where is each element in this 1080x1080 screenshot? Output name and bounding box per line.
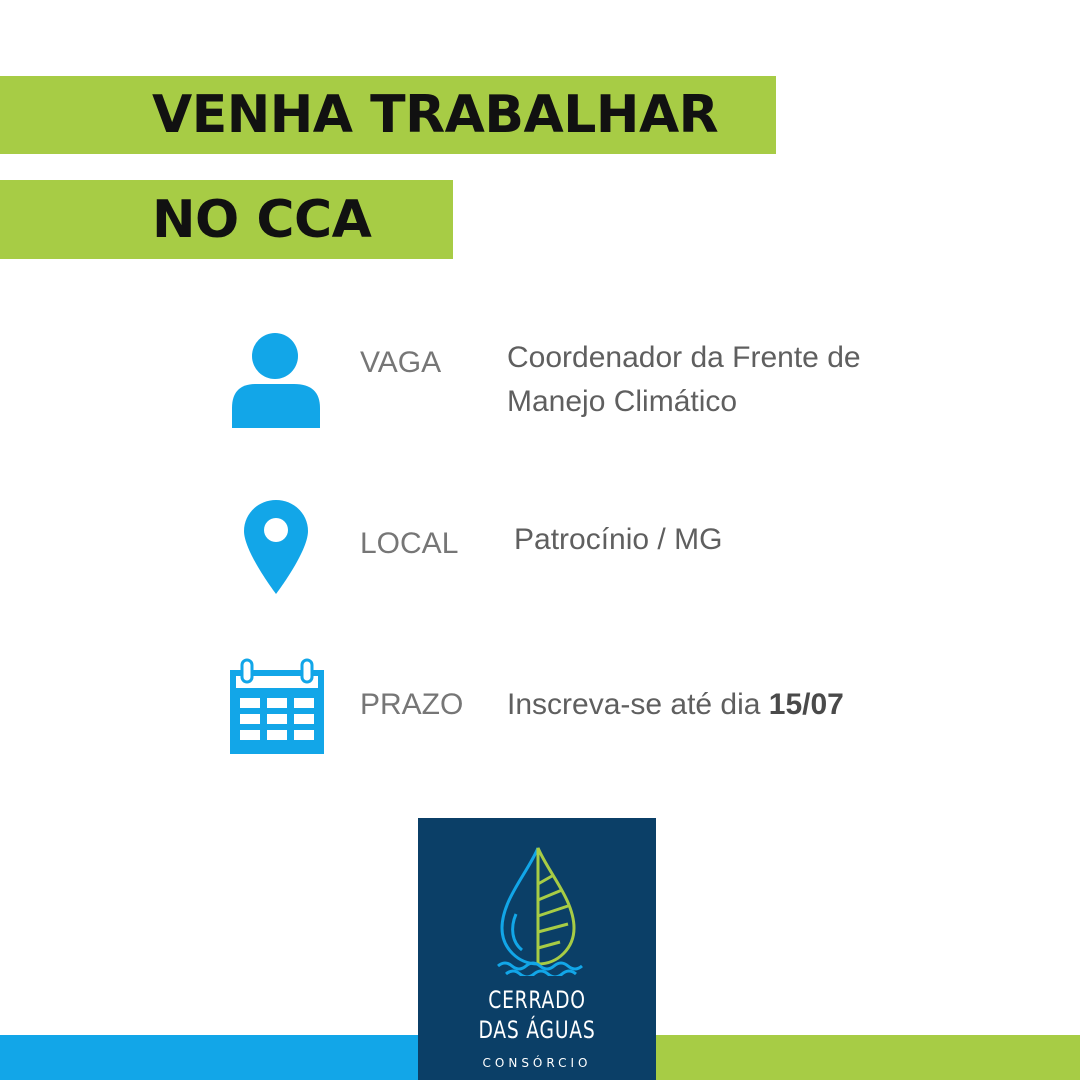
logo-text-line-1: CERRADO xyxy=(488,986,586,1014)
logo-text-line-2: DAS ÁGUAS xyxy=(478,1016,596,1044)
headline-line-1: VENHA TRABALHAR xyxy=(152,85,719,145)
calendar-icon xyxy=(230,658,324,754)
bottom-blue-bar xyxy=(0,1035,418,1080)
headline-banner-1 xyxy=(0,76,776,154)
logo-text-line-3: CONSÓRCIO xyxy=(482,1056,592,1070)
prazo-value xyxy=(507,683,844,727)
headline-banner-2 xyxy=(0,180,453,259)
bottom-green-bar xyxy=(656,1035,1080,1080)
vaga-value-line-2: Manejo Climático xyxy=(507,385,738,418)
prazo-value-prefix: Inscreva-se até dia xyxy=(507,688,769,721)
person-icon xyxy=(230,332,322,428)
logo-box xyxy=(418,818,656,1080)
vaga-label: VAGA xyxy=(360,346,442,379)
headline-line-2: NO CCA xyxy=(152,189,372,250)
prazo-label: PRAZO xyxy=(360,688,464,721)
local-label: LOCAL xyxy=(360,527,459,560)
vaga-value-line-1: Coordenador da Frente de xyxy=(507,341,861,374)
water-drop-leaf-icon xyxy=(488,844,588,976)
location-pin-icon xyxy=(244,500,308,596)
local-value: Patrocínio / MG xyxy=(514,523,723,556)
prazo-date: 15/07 xyxy=(768,688,844,721)
vaga-value xyxy=(507,336,861,424)
